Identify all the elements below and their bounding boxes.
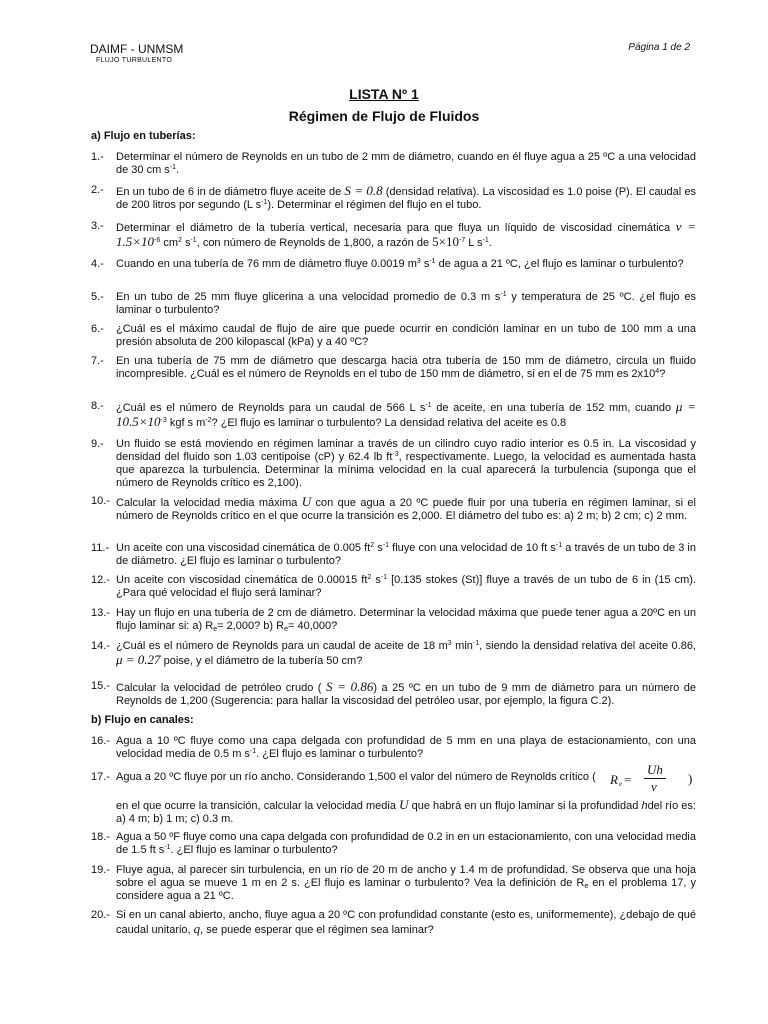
problem-18	[91, 831, 696, 857]
problem-text: ¿Cuál es el número de Reynolds para un caudal de 566 L s	[116, 402, 426, 414]
problem-text: Determinar el número de Reynolds en un tubo de 2 mm de diámetro, cuando en él fluye agua a 25 ºC a una velocidad de 30 cm s	[116, 151, 696, 176]
problem-text: Un fluido se está moviendo en régimen laminar a través de un cilindro cuyo radio interior es 0.5 in. La viscosidad y densidad del fluido son 1.03 centipoise (cP) y 62.4 lb ft	[116, 438, 696, 463]
problem-text: Cuando en una tubería de 76 mm de diámetro fluye 0.0019 m	[116, 258, 417, 270]
header-institution: DAIMF - UNMSM	[90, 42, 184, 56]
math-numerator: Uh	[647, 762, 663, 777]
superscript: 2	[367, 574, 372, 581]
problem-text: (densidad relativa). La viscosidad es 1.0 poise (P). El caudal es de 200 litros por segundo (L s	[116, 186, 696, 211]
superscript: 4	[655, 368, 660, 375]
math-formula: S = 0.86	[325, 679, 374, 694]
superscript: -1	[555, 542, 563, 549]
problem-number: 11.-	[91, 542, 110, 554]
math-variable: h	[641, 800, 648, 812]
problem-number: 19.-	[91, 864, 110, 876]
superscript: 3	[447, 640, 452, 647]
math-formula: 5×10	[432, 234, 459, 249]
math-formula: U	[301, 494, 312, 509]
problem-text: de agua a 21 ºC, ¿el flujo es laminar o turbulento?	[435, 258, 684, 270]
problem-text: ) a 25 ºC en un tubo de 9 mm de diámetro para un número de Reynolds de 1,200 (Sugerencia: para hallar la viscosidad del petróleo usar, por ejemplo, la figura C.2).	[116, 682, 696, 707]
superscript: -1	[190, 237, 197, 244]
document-title: LISTA Nº 1	[349, 86, 419, 102]
problem-text: ? ¿El flujo es laminar o turbulento? La densidad relativa del aceite es 0.8	[211, 417, 567, 429]
math-formula: ν = 1.5×10	[116, 219, 696, 249]
math-R-symbol: R	[610, 772, 618, 787]
problem-number: 2.-	[91, 184, 104, 196]
superscript: -3	[392, 451, 399, 458]
superscript: 3	[416, 258, 421, 265]
problem-text: Agua a 20 ºC fluye por un río ancho. Considerando 1,500 el valor del número de Reynolds crítico (	[116, 771, 596, 783]
problem-8	[91, 400, 696, 430]
problem-text: Un aceite con una viscosidad cinemática de 0.005 ft	[116, 542, 371, 554]
problem-1	[91, 151, 696, 177]
problem-text: Un aceite con viscosidad cinemática de 0.00015 ft	[116, 574, 368, 586]
problem-number: 16.-	[91, 735, 110, 747]
problem-9	[91, 438, 696, 490]
problem-text: [0.135 stokes (St)] fluye a través de un tubo de 6 in (15 cm). ¿Para qué velocidad el flujo será laminar?	[116, 574, 696, 599]
problem-number: 5.-	[91, 291, 104, 303]
superscript: -1	[380, 574, 388, 581]
problem-11	[91, 542, 696, 568]
problem-12	[91, 574, 696, 600]
math-formula: μ = 0.27	[116, 652, 161, 667]
problem-text: y temperatura de 25 ºC. ¿el flujo es laminar o turbulento?	[116, 291, 696, 316]
problem-text: L s	[465, 237, 483, 249]
problem-3	[91, 220, 696, 250]
section-heading-pipes: a) Flujo en tuberías:	[91, 130, 196, 142]
problem-text: . ¿El flujo es laminar o turbulento?	[170, 844, 338, 856]
problem-text: s	[181, 237, 191, 249]
problem-text: Agua a 10 ºC fluye como una capa delgada con profundidad de 5 mm en una playa de estacionamiento, con una velocidad media de 0.5 m s	[116, 735, 696, 760]
problem-text: , siendo la densidad relativa del aceite 0.86,	[479, 640, 696, 652]
problem-10	[91, 495, 696, 523]
problem-number: 12.-	[91, 574, 110, 586]
problem-text: , respectivamente. Luego, la velocidad es aumentada hasta que aparezca la turbulencia. Determinar la mínima velocidad en la cual aparecerá la turbulencia (suponga que el número de Reynolds crítico es 2,100).	[116, 451, 696, 489]
problem-text: cm	[160, 237, 178, 249]
problem-text: Agua a 50 ºF fluye como una capa delgada con profundidad de 0.2 in en un estacionamiento, con una velocidad media de 1.5 ft s	[116, 831, 696, 856]
problem-text: = 40,000?	[287, 620, 338, 632]
problem-number: 14.-	[91, 640, 110, 652]
problem-4	[91, 258, 696, 271]
problem-13	[91, 607, 696, 633]
superscript: -1	[429, 258, 436, 265]
problem-text: Calcular la velocidad de petróleo crudo (	[116, 682, 326, 694]
superscript: -1	[169, 164, 177, 171]
problem-number: 8.-	[91, 400, 104, 412]
problem-number: 15.-	[91, 680, 110, 692]
page-number: Página 1 de 2	[628, 42, 690, 53]
superscript: -1	[500, 291, 507, 298]
problem-text: fluye con una velocidad de 10 ft s	[389, 542, 556, 554]
problem-15	[91, 680, 696, 708]
problem-text: En una tubería de 75 mm de diámetro que descarga hacia otra tubería de 150 mm de diámetro, circula un fluido incompresible. ¿Cuál es el número de Reynolds en el tubo de 150 mm de diámetro, si en el de 75 mm es 2x10	[116, 355, 696, 380]
superscript: -6	[154, 237, 161, 244]
problem-17-continued	[91, 798, 696, 826]
problem-number: 20.-	[91, 909, 110, 921]
superscript: 2	[178, 237, 182, 244]
problem-text: , se puede esperar que el régimen sea laminar?	[200, 924, 434, 936]
problem-text: con que agua a 20 ºC puede fluir por una tubería en régimen laminar, si el número de Reynolds crítico en el que ocurre la transición es 2,000. El diámetro del tubo es: a) 2 m; b) 2 cm; c) 2 mm.	[116, 497, 696, 522]
problem-text: s	[371, 574, 381, 586]
problem-text: ¿Cuál es el máximo caudal de flujo de aire que puede ocurrir en condición laminar en un tubo de 100 mm a una presión absoluta de 200 kilopascal (kPa) y a 40 ºC?	[116, 323, 696, 348]
problem-text: Fluye agua, al parecer sin turbulencia, en un río de 20 m de ancho y 1.4 m de profundidad. Se observa que una hoja sobre el agua se mueve 1 m en 2 s. ¿El flujo es laminar o turbulento? Vea la definición de R	[116, 864, 696, 889]
header-topic: FLUJO TURBULENTO	[96, 57, 173, 64]
math-equals: =	[624, 772, 632, 787]
reynolds-critical-formula	[604, 762, 696, 796]
problem-16	[91, 735, 696, 761]
math-formula: q	[193, 921, 201, 936]
math-formula: S = 0.8	[344, 183, 383, 198]
problem-5	[91, 291, 696, 317]
problem-number: 7.-	[91, 355, 104, 367]
problem-text: Calcular la velocidad media máxima	[116, 497, 302, 509]
problem-text: poise, y el diámetro de la tubería 50 cm?	[160, 655, 363, 667]
problem-number: 9.-	[91, 438, 104, 450]
math-formula: μ = 10.5×10	[116, 399, 696, 429]
math-close-paren: )	[688, 771, 693, 786]
problem-number: 6.-	[91, 323, 104, 335]
problem-number: 4.-	[91, 258, 104, 270]
problem-number: 18.-	[91, 831, 110, 843]
problem-text: que habrá en un flujo laminar si la profundidad	[408, 800, 642, 812]
problem-text: en el que ocurre la transición, calcular la velocidad media	[116, 800, 400, 812]
problem-14	[91, 640, 696, 668]
problem-text: s	[374, 542, 383, 554]
problem-text: kgf s m	[166, 417, 206, 429]
problem-text: en el problema 17, y considere agua a 21 ºC.	[116, 877, 696, 902]
problem-text: de aceite, en una tubería de 152 mm, cuando	[431, 402, 676, 414]
problem-text: = 2,000? b) R	[217, 620, 285, 632]
subscript: e	[284, 626, 288, 633]
subscript: e	[213, 626, 218, 633]
superscript: -1	[261, 199, 268, 206]
problem-text: .	[488, 237, 492, 249]
superscript: 2	[370, 542, 375, 549]
problem-text: En un tubo de 6 in de diámetro fluye aceite de	[116, 186, 345, 198]
math-subscript-e: e	[619, 780, 623, 788]
problem-number: 17.-	[91, 771, 110, 783]
problem-text: Determinar el diámetro de la tubería vertical, necesaria para que fluya un líquido de viscosidad cinemática	[116, 222, 676, 234]
problem-text: En un tubo de 25 mm fluye glicerina a una velocidad promedio de 0.3 m s	[116, 291, 501, 303]
math-formula: U	[399, 797, 409, 812]
document-subtitle: Régimen de Flujo de Fluidos	[288, 108, 480, 124]
problem-text-end: .	[176, 164, 180, 176]
superscript: -1	[382, 542, 390, 549]
problem-text: s	[420, 258, 430, 270]
problem-19	[91, 864, 696, 903]
problem-7	[91, 355, 696, 381]
problem-2	[91, 184, 696, 212]
subscript: e	[584, 883, 589, 890]
superscript: -1	[482, 237, 489, 244]
superscript: -7	[458, 237, 466, 244]
problem-number: 3.-	[91, 220, 104, 232]
problem-text: ?	[659, 368, 666, 380]
problem-text: , con número de Reynolds de 1,800, a razón de	[196, 237, 433, 249]
problem-text: ¿Cuál es el número de Reynolds para un caudal de aceite de 18 m	[116, 640, 448, 652]
superscript: -3	[160, 417, 167, 424]
problem-text: ). Determinar el régimen del flujo en el tubo.	[267, 199, 482, 211]
superscript: -1	[164, 844, 171, 851]
section-heading-channels: b) Flujo en canales:	[91, 714, 194, 726]
superscript: -1	[249, 748, 257, 755]
problem-20	[91, 909, 696, 937]
problem-number: 13.-	[91, 607, 110, 619]
problem-text: a través de un tubo de 3 in de diámetro. ¿El flujo es laminar o turbulento?	[116, 542, 696, 567]
problem-text: . ¿El flujo es laminar o turbulento?	[256, 748, 424, 760]
superscript: -2	[205, 417, 212, 424]
superscript: -1	[425, 402, 432, 409]
problem-text: min	[451, 640, 473, 652]
problem-text: del río es: a) 4 m; b) 1 m; c) 0.3 m.	[116, 800, 696, 825]
problem-text: Si en un canal abierto, ancho, fluye agua a 20 ºC con profundidad constante (esto es, uniformemente), ¿debajo de qué caudal unitario,	[116, 909, 696, 936]
math-denominator: ν	[651, 779, 657, 794]
problem-6	[91, 323, 696, 349]
superscript: -1	[472, 640, 480, 647]
problem-number: 10.-	[91, 495, 110, 507]
problem-text: Hay un flujo en una tubería de 2 cm de diámetro. Determinar la velocidad máxima que puede tener agua a 20ºC en un flujo laminar si: a) R	[116, 607, 696, 632]
problem-number: 1.-	[91, 151, 104, 163]
